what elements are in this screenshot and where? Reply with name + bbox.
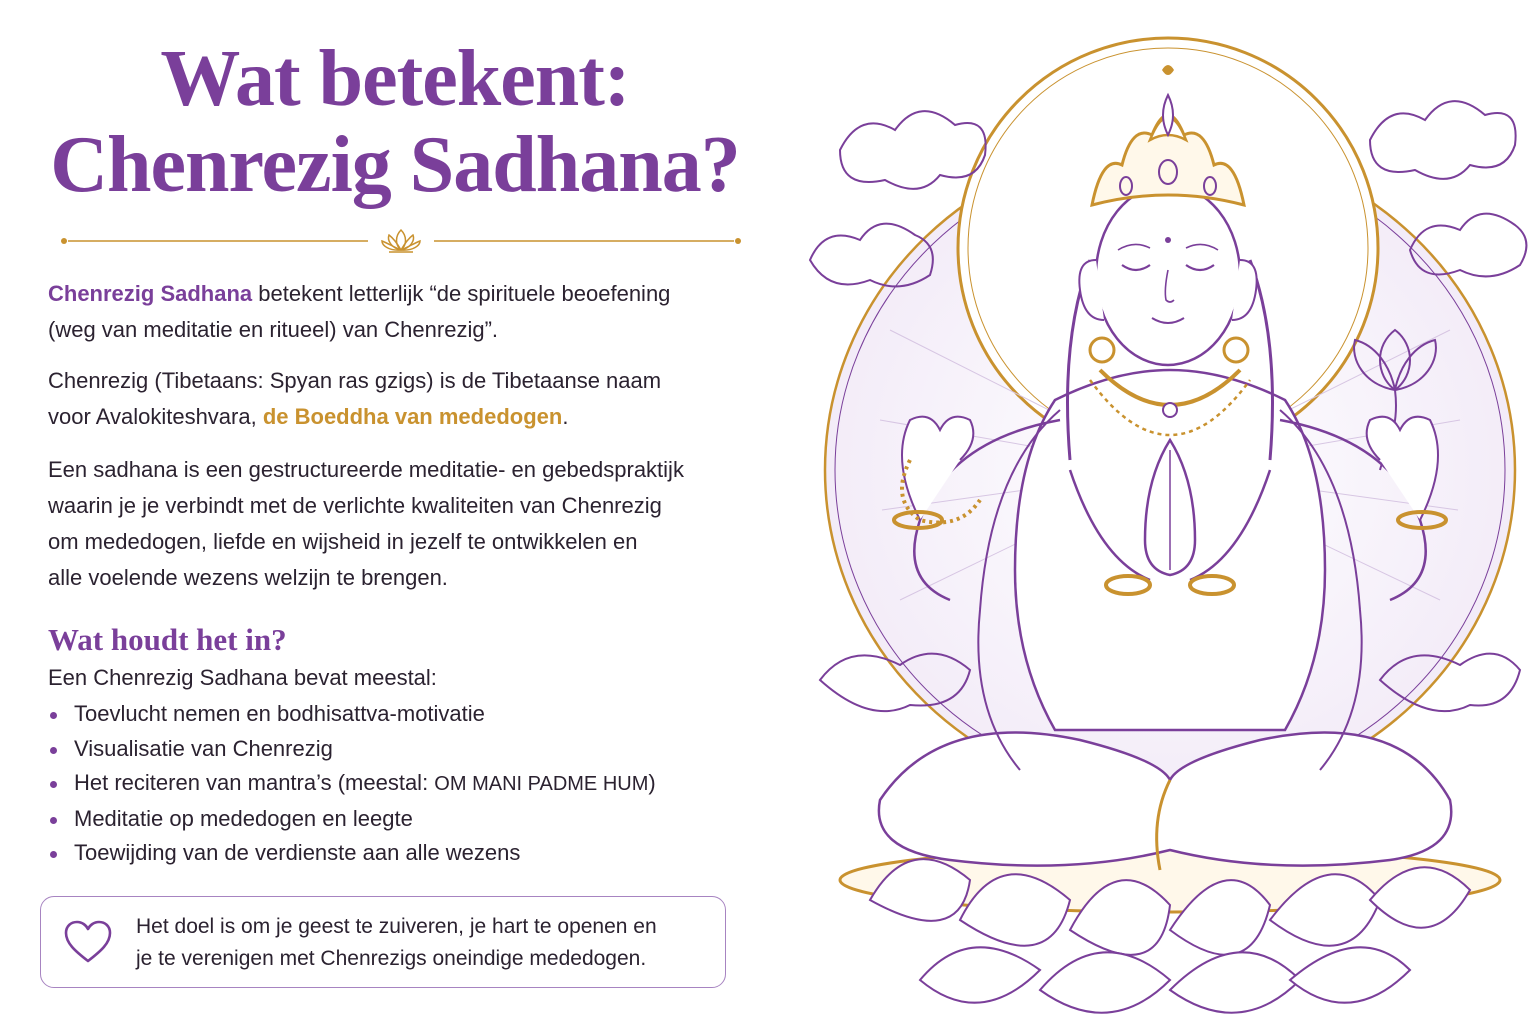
- page-title: [30, 36, 760, 208]
- list-item: [48, 766, 656, 802]
- list-item-text: Toewijding van de verdienste aan alle wezens: [74, 840, 521, 866]
- buddha-highlight: de Boeddha van mededogen: [262, 404, 563, 429]
- title-line-2: Chenrezig Sadhana?: [50, 121, 740, 209]
- heart-icon: [63, 919, 113, 965]
- list-item: [48, 802, 656, 837]
- practice-list: [48, 697, 656, 871]
- chenrezig-illustration: [770, 0, 1536, 1024]
- goal-callout: [40, 896, 726, 988]
- list-item: [48, 697, 656, 732]
- list-item-text: Het reciteren van mantra’s (meestal:: [74, 770, 435, 796]
- mantra-text: OM MANI PADME HUM: [434, 773, 649, 796]
- mantra-close: ): [648, 770, 656, 796]
- sadhana-line-1: Een sadhana is een gestructureerde meditatie- en gebedspraktijk: [48, 457, 684, 482]
- section-intro: Een Chenrezig Sadhana bevat meestal:: [48, 665, 437, 690]
- callout-text: [136, 911, 706, 975]
- title-divider: [60, 226, 742, 256]
- term-highlight: Chenrezig Sadhana: [48, 281, 253, 306]
- list-item-text: Visualisatie van Chenrezig: [74, 735, 333, 761]
- sadhana-line-3: om mededogen, liefde en wijsheid in jezelf te ontwikkelen en: [48, 529, 638, 554]
- sadhana-line-4: alle voelende wezens welzijn te brengen.: [48, 565, 448, 590]
- definition-line-2: (weg van meditatie en ritueel) van Chenrezig”.: [48, 317, 499, 342]
- lotus-icon: [382, 230, 420, 252]
- list-item: [48, 836, 656, 871]
- list-item-text: Toevlucht nemen en bodhisattva-motivatie: [74, 701, 485, 726]
- chenrezig-line-1: Chenrezig (Tibetaans: Spyan ras gzigs) is de Tibetaanse naam: [48, 368, 662, 393]
- definition-line-1: betekent letterlijk “de spirituele beoefening: [252, 281, 671, 306]
- chenrezig-paragraph: [48, 363, 768, 435]
- sadhana-line-2: waarin je je verbindt met de verlichte kwaliteiten van Chenrezig: [48, 493, 662, 518]
- callout-line-1: Het doel is om je geest te zuiveren, je hart te openen en: [136, 915, 657, 938]
- definition-paragraph: [48, 276, 768, 348]
- list-item: [48, 732, 656, 767]
- title-line-1: Wat betekent:: [160, 35, 630, 123]
- callout-line-2: je te verenigen met Chenrezigs oneindige mededogen.: [136, 947, 647, 970]
- list-item-text: Meditatie op mededogen en leegte: [74, 805, 413, 831]
- section-heading: Wat houdt het in?: [48, 622, 287, 657]
- sadhana-paragraph: [48, 452, 768, 596]
- chenrezig-line-2: voor Avalokiteshvara,: [48, 404, 263, 429]
- chenrezig-period: .: [562, 404, 569, 429]
